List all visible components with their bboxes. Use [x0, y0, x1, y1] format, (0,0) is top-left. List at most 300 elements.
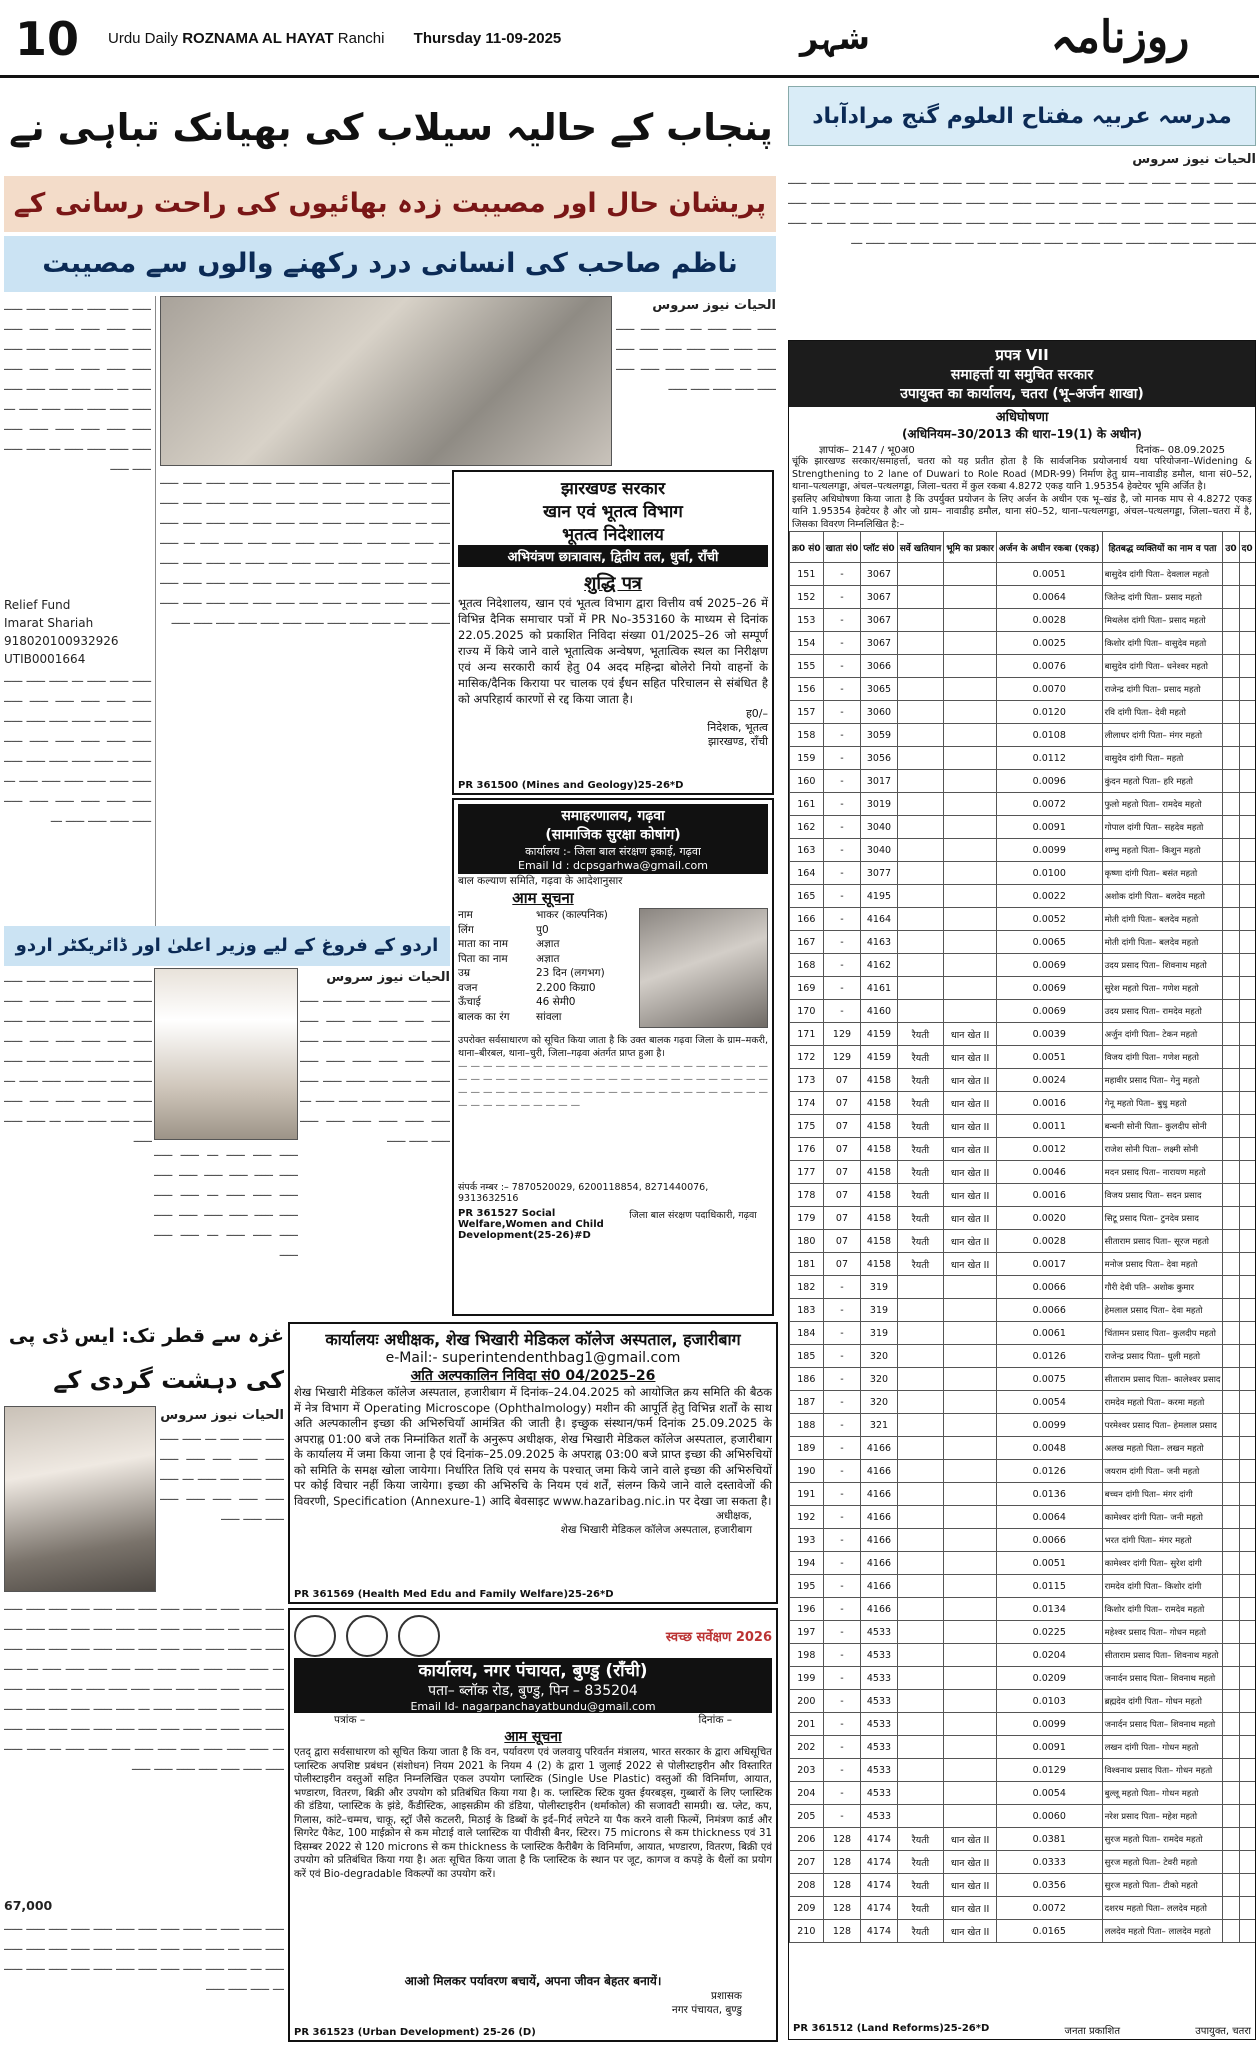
table-cell: सुरज महतो पिता– रामदेव महतो — [1102, 1828, 1223, 1851]
table-cell: ब्रह्मदेव दांगी पिता– गोधन महतो — [1102, 1690, 1223, 1713]
table-cell — [1239, 1782, 1255, 1805]
table-cell — [1223, 1230, 1239, 1253]
ad-social-note: उपरोक्त सर्वसाधारण को सूचित किया जाता है कि उक्त बालक गढ़वा जिला के ग्राम–मकरी, थाना–बीरबल, थाना–चुरी, जिला–गढ़वा अंतर्गत प्राप्त हुआ है। — [458, 1035, 768, 1059]
ad-bundu-body: एतद् द्वारा सर्वसाधारण को सूचित किया जाता है कि वन, पर्यावरण एवं जलवायु परिवर्तन मंत्रालय, भारत सरकार के द्वारा अधिसूचित प्लास्टिक अपशिष्ट प्रबंधन (संशोधन) नियम 2021 के नियम 4 (2) के द्वारा 1 जुलाई 2022 से पोलीस्टाइरीन और विस्तारित पोलीस्टाइरीन वस्तुओं सहित निम्नलिखित एकल उपयोग प्लास्टिक (Single Use Plastic) वस्तुओं की विनिर्माण, आयात, भण्डारण, वितरण, बिक्री और उपयोग को प्रतिबंधित किया गया है। क. प्लास्टिक स्टिक युक्त ईयरबड्स, गुब्बारों के लिए प्लास्टिक की डंडिया, प्लास्टिक के झंडे, कैंडीस्टिक, आइसक्रीम की डंडिया, पोलीस्टाइरीन (थर्माकोल) की सजावटी सामग्री। ख. प्लेट, कप, गिलास, कांटे–चम्मच, चाकू, स्ट्रॉ जैसे कटलरी, मिठाई के डिब्बों के इर्द–गिर्द लपेटने या पैक करने वाली फिल्में, निमंत्रण कार्ड और सिगरेट पैकेट, 100 माईक्रोन से कम मोटाई वाले प्लास्टिक या पीवीसी बैनर, स्टिरर। 75 microns से कम thickness एवं 31 दिसम्बर 2022 से 120 microns से कम thickness के प्लास्टिक कैरीबैग के विनिर्माण, आयात, भण्डारण, वितरण, बिक्री एवं उपयोग को प्रतिबंधित किया गया है। अतः सूचित किया जाता है कि प्लास्टिक के स्थान पर जूट, कागज व कपड़े के थैलों का प्रयोग करें एवं Bio-degradable विकल्पों का उपयोग करें। — [294, 1747, 772, 1880]
table-cell: 201 — [790, 1713, 824, 1736]
table-cell — [1223, 1115, 1239, 1138]
table-cell: 166 — [790, 908, 824, 931]
table-cell: - — [823, 1575, 861, 1598]
table-row — [790, 1644, 1257, 1667]
table-cell: 3067 — [861, 563, 897, 586]
table-cell: धान खेत II — [944, 1092, 997, 1115]
table-cell: - — [823, 1552, 861, 1575]
table-row — [790, 1529, 1257, 1552]
table-cell — [1223, 1644, 1239, 1667]
table-cell: धान खेत II — [944, 1897, 997, 1920]
table-cell: रैयती — [897, 1069, 944, 1092]
table-cell — [1255, 586, 1256, 609]
table-row — [790, 885, 1257, 908]
table-cell: 0.0099 — [996, 1414, 1102, 1437]
table-cell: - — [823, 1368, 861, 1391]
table-cell: 4195 — [861, 885, 897, 908]
table-cell: 4159 — [861, 1023, 897, 1046]
table-cell — [1223, 1713, 1239, 1736]
table-cell — [944, 1483, 997, 1506]
table-cell — [1223, 1851, 1239, 1874]
table-cell: - — [823, 1276, 861, 1299]
table-cell — [1223, 1690, 1239, 1713]
table-cell: 170 — [790, 1000, 824, 1023]
table-cell: 190 — [790, 1460, 824, 1483]
field-row — [458, 908, 635, 923]
ad-social-office: कार्यालय :- जिला बाल संरक्षण इकाई, गढ़वा — [525, 845, 701, 858]
table-cell: 198 — [790, 1644, 824, 1667]
table-cell — [897, 839, 944, 862]
table-cell — [944, 793, 997, 816]
table-cell — [1255, 885, 1256, 908]
table-cell — [944, 1805, 997, 1828]
field-row — [458, 995, 635, 1010]
ad-mines-corrigendum — [452, 470, 774, 795]
table-cell: 165 — [790, 885, 824, 908]
table-cell — [944, 1506, 997, 1529]
table-cell — [897, 862, 944, 885]
table-cell: 4174 — [861, 1897, 897, 1920]
table-cell — [1223, 1437, 1239, 1460]
table-row — [790, 1299, 1257, 1322]
table-cell — [944, 1414, 997, 1437]
table-cell — [1239, 1253, 1255, 1276]
land-pr: PR 361512 (Land Reforms)25-26*D — [793, 2023, 990, 2034]
table-cell — [1223, 1828, 1239, 1851]
table-cell — [1239, 770, 1255, 793]
table-cell: जितेन्द्र दांगी पिता– प्रसाद महतो — [1102, 586, 1223, 609]
table-cell: 3056 — [861, 747, 897, 770]
table-cell: 152 — [790, 586, 824, 609]
table-cell: - — [823, 563, 861, 586]
table-cell — [944, 1667, 997, 1690]
table-cell: - — [823, 977, 861, 1000]
table-cell: 4174 — [861, 1920, 897, 1943]
story3-headline-1: غزہ سے قطر تک: ایس ڈی پی — [8, 1325, 284, 1347]
table-cell — [1255, 1575, 1256, 1598]
table-cell — [1223, 1460, 1239, 1483]
table-cell: 4158 — [861, 1115, 897, 1138]
table-cell: 186 — [790, 1368, 824, 1391]
table-cell — [897, 1299, 944, 1322]
table-cell: 0.0048 — [996, 1437, 1102, 1460]
field-key: ऊँचाई — [458, 996, 481, 1008]
table-cell: 0.0108 — [996, 724, 1102, 747]
table-cell — [897, 1345, 944, 1368]
table-cell: धान खेत II — [944, 1920, 997, 1943]
land-footer-left: उपायुक्त, — [1195, 2026, 1230, 2037]
page-header — [0, 0, 1259, 78]
table-cell: 203 — [790, 1759, 824, 1782]
table-row — [790, 931, 1257, 954]
land-col-header: द0 — [1239, 532, 1255, 563]
table-cell — [1223, 1161, 1239, 1184]
land-notif: अधिघोषणा — [995, 410, 1049, 425]
ad-medical-title: कार्यालयः अधीक्षक, शेख भिखारी मेडिकल कॉलेज अस्पताल, हजारीबाग — [325, 1330, 741, 1349]
table-cell — [897, 563, 944, 586]
table-cell: - — [823, 1644, 861, 1667]
table-cell — [1223, 1621, 1239, 1644]
table-cell — [1223, 1069, 1239, 1092]
table-cell: नरेश प्रसाद पिता– महेश महतो — [1102, 1805, 1223, 1828]
land-memo: ज्ञापांक– 2147 / भू0अ0 — [819, 445, 915, 456]
ad-bundu-sign1: प्रशासक — [711, 1990, 742, 2002]
table-cell: 3077 — [861, 862, 897, 885]
masthead-logo: روزنامہ — [1050, 12, 1190, 63]
table-cell: 128 — [823, 1897, 861, 1920]
table-row — [790, 793, 1257, 816]
field-value: 46 सेमी0 — [536, 996, 576, 1008]
ad-social-signer: जिला बाल संरक्षण पदाधिकारी, गढ़वा — [629, 1210, 757, 1221]
table-cell: 178 — [790, 1184, 824, 1207]
table-cell: 206 — [790, 1828, 824, 1851]
table-cell — [897, 1529, 944, 1552]
land-intro2: इसलिए अधिघोषणा किया जाता है कि उपर्युक्त प्रयोजन के लिए अर्जन के अधीन एक भू–खंड है, जो मानक माप से 4.8272 एकड़ यानि 1.95354 हेक्टेयर है और जो ग्राम– नावाडीह डमौल, थाना सं0–52, थाना–पत्थलगड्डा, अंचल–पत्थलगड्डा, जिला–चतरा में है, जिसका विवरण निम्नलिखित है:– — [792, 493, 1252, 530]
table-cell — [1255, 563, 1256, 586]
table-cell: 3067 — [861, 609, 897, 632]
table-cell: 0.0129 — [996, 1759, 1102, 1782]
table-cell — [1239, 908, 1255, 931]
ad-bundu-email: Email Id- nagarpanchayatbundu@gmail.com — [410, 1700, 656, 1713]
table-cell: 320 — [861, 1368, 897, 1391]
table-cell: 3040 — [861, 816, 897, 839]
table-cell — [897, 1598, 944, 1621]
table-cell — [1255, 1598, 1256, 1621]
table-cell — [1239, 862, 1255, 885]
table-row — [790, 655, 1257, 678]
table-cell: 128 — [823, 1874, 861, 1897]
table-cell: 0.0025 — [996, 632, 1102, 655]
table-cell — [1239, 1368, 1255, 1391]
table-cell: 210 — [790, 1920, 824, 1943]
ad-medical-pr: PR 361569 (Health Med Edu and Family Welfare)25-26*D — [294, 1589, 614, 1600]
table-cell: 0.0209 — [996, 1667, 1102, 1690]
table-cell — [897, 1460, 944, 1483]
table-row — [790, 1782, 1257, 1805]
table-cell: 0.0099 — [996, 839, 1102, 862]
table-cell: - — [823, 885, 861, 908]
ad-medical-body: शेख भिखारी मेडिकल कॉलेज अस्पताल, हजारीबाग में दिनांक–24.04.2025 को आयोजित क्रय समिति की बैठक में नेत्र विभाग में Operating Microscope (Ophthalmology) मशीन की आपूर्ति हेतु विभिन्न शर्तों के साथ अति अल्पकालीन इच्छा की अभिरुचियाँ आमंत्रित की जाती है। इच्छुक संस्थान/फर्म दिनांक 25.09.2025 के अपराह्न 01:00 बजे तक निम्नांकित शर्तों के अनुरूप अधीक्षक, शेख भिखारी मेडिकल कॉलेज अस्पताल, हजारीबाग के कार्यालय में जमा किया जाना है एवं दिनांक–25.09.2025 के अपराह्न 03:00 बजे प्राप्त इच्छा की अभिरुचियों को समिति के समक्ष खोला जायेगा। निर्धारित तिथि एवं समय के पश्चात् जमा किये जाने वाले इच्छा की अभिरुचियों पर कोई विचार नहीं किया जायेगा। इच्छा की अभिरुचि के नियम एवं शर्तें, संलग्न किये जाने वाले दस्तावेजों की विवरणी, Specification (Annexure-1) आदि बेवसाइट www.hazaribag.nic.in पर देखा जा सकता है। — [294, 1385, 772, 1508]
table-cell: 4533 — [861, 1713, 897, 1736]
table-cell: 4162 — [861, 954, 897, 977]
table-cell — [1239, 747, 1255, 770]
table-cell: 181 — [790, 1253, 824, 1276]
table-cell — [1239, 1851, 1255, 1874]
ad-bundu-notice: आम सूचना — [504, 1729, 562, 1745]
table-cell: रैयती — [897, 1046, 944, 1069]
table-cell: - — [823, 1414, 861, 1437]
table-cell — [1255, 977, 1256, 1000]
table-cell — [1255, 1920, 1256, 1943]
table-cell — [1255, 1736, 1256, 1759]
table-cell: धान खेत II — [944, 1851, 997, 1874]
page-number: 10 — [14, 12, 79, 66]
land-col-header — [1255, 532, 1256, 563]
story3-column-right: الحیات نیوز سروس ـــــ ـــــ ـــــ ـــ ـــــ ـــــ ـــــ ـــــ ـــــ ـــــ ـــــ ـــــ ـــــ ـــــ ـــــ ـــ ـــــ ـــــ ـــــ ـــــ ـــــ ـــــ ـــــ ـــــ ـــــ — [160, 1408, 284, 1523]
table-cell — [944, 954, 997, 977]
ad-social-contact: संपर्क नम्बर :– 7870520029, 6200118854, 8271440076, 9313632516 — [458, 1182, 709, 1204]
table-cell — [1239, 1414, 1255, 1437]
table-cell: सुरेश महतो पिता– गणेश महतो — [1102, 977, 1223, 1000]
field-value: 23 दिन (लगभग) — [536, 967, 605, 979]
table-cell: 4533 — [861, 1805, 897, 1828]
table-cell: 3066 — [861, 655, 897, 678]
table-cell: 128 — [823, 1851, 861, 1874]
table-cell: 164 — [790, 862, 824, 885]
table-cell — [1239, 701, 1255, 724]
table-cell — [897, 1690, 944, 1713]
table-cell: 4158 — [861, 1069, 897, 1092]
table-cell: रैयती — [897, 1092, 944, 1115]
table-cell — [1255, 1759, 1256, 1782]
table-row — [790, 586, 1257, 609]
table-cell: विजय प्रसाद पिता– सदन प्रसाद — [1102, 1184, 1223, 1207]
table-cell: मिथलेश दांगी पिता– प्रसाद महतो — [1102, 609, 1223, 632]
table-cell — [1239, 1805, 1255, 1828]
table-cell — [897, 678, 944, 701]
right-story-body: الحیات نیوز سروس ـــــ ـــــ ـــــ ـــ ـــــ ـــــ ـــــ ـــــ ـــــ ـــــ ـــــ ـــــ ـــــ ـــــ ـــــ ـــ ـــــ ـــــ ـــــ ـــــ ـــــ ـــــ ـــــ ـــــ ـــــ ـــــ ـــــ ـــ ـــــ ـــــ ـــــ ـــــ ـــــ ـــــ ـــــ ـــــ ـــــ ـــــ ـــــ ـــ ـــــ ـــــ ـــــ ـــــ ـــــ ـــــ ـــــ ـــــ ـــــ ـــــ ـــ ـــــ ـــــ ـــــ ـــــ ـــــ ـــــ ـــــ ـــــ ـــــ ـــــ ـــ ـــــ ـــــ ـــــ ـــــ ـــــ ـــــ ـــــ ـــــ ـــــ ـــ ـــــ ـــــ ـــــ ـــــ ـــــ ـــــ ـــــ ـــــ ـــــ ـــ — [788, 152, 1256, 247]
table-row — [790, 724, 1257, 747]
table-cell — [1255, 908, 1256, 931]
table-cell: धान खेत II — [944, 1207, 997, 1230]
table-row — [790, 678, 1257, 701]
land-intro: चूंकि झारखण्ड सरकार/समाहर्त्ता, चतरा को यह प्रतीत होता है कि सार्वजनिक प्रयोजनार्थ यथा परियोजना–Widening & Strengthening to 2 lane of Duwari to Role Road (MDR-99) निर्माण हेतु ग्राम–नावाडीह डमौल, थाना सं0–52, थाना–पत्थलगड्डा, अंचल–पत्थलगड्डा, जिला–चतरा में कुल रकबा 4.8272 एकड़ यानि 1.95354 हेक्टेयर भूमि अर्जित है। — [792, 456, 1252, 492]
table-cell — [944, 1299, 997, 1322]
land-office: उपायुक्त का कार्यालय, चतरा (भू–अर्जन शाखा) — [900, 386, 1144, 402]
table-cell: बन्धनी सोनी पिता– कुलदीप सोनी — [1102, 1115, 1223, 1138]
table-row — [790, 1368, 1257, 1391]
story2-headline: اردو کے فروغ کے لیے وزیر اعلیٰ اور ڈائریکٹر اردو — [4, 926, 450, 966]
table-cell — [1255, 1529, 1256, 1552]
field-row — [458, 952, 635, 967]
table-cell: 0.0012 — [996, 1138, 1102, 1161]
table-cell — [944, 609, 997, 632]
table-cell — [897, 1667, 944, 1690]
table-row — [790, 1391, 1257, 1414]
table-cell — [1239, 1575, 1255, 1598]
ad-mines-dept3: भूतत्व निदेशालय — [562, 525, 664, 545]
table-cell: किशोर दांगी पिता– रामदेव महतो — [1102, 1598, 1223, 1621]
table-cell: 4158 — [861, 1138, 897, 1161]
table-cell: - — [823, 1529, 861, 1552]
table-cell — [1239, 1897, 1255, 1920]
table-cell: मोती दांगी पिता– बलदेव महतो — [1102, 931, 1223, 954]
table-cell — [1223, 1805, 1239, 1828]
table-row — [790, 770, 1257, 793]
table-cell: 4166 — [861, 1437, 897, 1460]
table-cell — [1255, 1161, 1256, 1184]
table-cell — [897, 1000, 944, 1023]
table-cell: बुल्लू महतो पिता– गोधन महतो — [1102, 1782, 1223, 1805]
table-cell: वासुदेव दांगी पिता– महतो — [1102, 747, 1223, 770]
table-cell: 4166 — [861, 1598, 897, 1621]
table-cell: धान खेत II — [944, 1828, 997, 1851]
table-cell: सीताराम प्रसाद पिता– सूरज महतो — [1102, 1230, 1223, 1253]
ad-medical-sign2: शेख भिखारी मेडिकल कॉलेज अस्पताल, हजारीबाग — [560, 1524, 752, 1536]
field-key: नाम — [458, 909, 473, 921]
table-cell — [1223, 1483, 1239, 1506]
table-cell: 0.0115 — [996, 1575, 1102, 1598]
field-value: सांवला — [536, 1010, 562, 1023]
table-cell — [944, 701, 997, 724]
table-cell — [1239, 931, 1255, 954]
table-cell: 0.0126 — [996, 1345, 1102, 1368]
table-cell: धान खेत II — [944, 1023, 997, 1046]
table-row — [790, 1345, 1257, 1368]
table-cell — [1223, 1299, 1239, 1322]
table-cell: लीलाधर दांगी पिता– मंगर महतो — [1102, 724, 1223, 747]
table-cell: 4159 — [861, 1046, 897, 1069]
table-cell: कृष्णा दांगी पिता– बसंत महतो — [1102, 862, 1223, 885]
table-cell — [1223, 1759, 1239, 1782]
field-row — [458, 937, 635, 952]
table-cell — [1239, 1115, 1255, 1138]
table-cell — [897, 1552, 944, 1575]
table-cell — [1223, 632, 1239, 655]
ad-mines-sign-c: झारखण्ड, राँची — [708, 735, 768, 748]
table-cell — [1239, 678, 1255, 701]
table-cell — [944, 747, 997, 770]
table-cell — [1239, 1874, 1255, 1897]
table-cell — [1223, 977, 1239, 1000]
table-cell: - — [823, 1460, 861, 1483]
table-cell — [897, 1276, 944, 1299]
table-cell — [1239, 839, 1255, 862]
table-cell — [1255, 1230, 1256, 1253]
table-cell — [1239, 655, 1255, 678]
table-cell: - — [823, 586, 861, 609]
table-cell — [944, 1690, 997, 1713]
table-cell: रैयती — [897, 1920, 944, 1943]
table-cell: 0.0381 — [996, 1828, 1102, 1851]
table-cell: 4174 — [861, 1851, 897, 1874]
table-cell — [1223, 1368, 1239, 1391]
table-cell: 160 — [790, 770, 824, 793]
emblem-icon — [294, 1615, 336, 1657]
infant-photo — [639, 908, 768, 1028]
table-cell: 195 — [790, 1575, 824, 1598]
table-cell: गेनू महतो पिता– बुधु महतो — [1102, 1092, 1223, 1115]
table-cell — [1239, 1483, 1255, 1506]
ad-bundu-dinank: दिनांक – — [698, 1714, 732, 1726]
table-cell: 205 — [790, 1805, 824, 1828]
land-col-header: क्र0 सं0 — [790, 532, 824, 563]
land-col-header: खाता सं0 — [823, 532, 861, 563]
table-cell: शम्भु महतो पिता– किशुन महतो — [1102, 839, 1223, 862]
table-cell: 07 — [823, 1069, 861, 1092]
table-cell: 3059 — [861, 724, 897, 747]
table-cell — [1239, 1276, 1255, 1299]
paper-type: Urdu Daily — [108, 30, 179, 47]
table-cell — [1223, 1138, 1239, 1161]
table-cell: 0.0091 — [996, 816, 1102, 839]
table-cell: धान खेत II — [944, 1184, 997, 1207]
table-cell: 196 — [790, 1598, 824, 1621]
table-cell: जनार्दन प्रसाद पिता– शिवनाथ महतो — [1102, 1667, 1223, 1690]
table-cell: 151 — [790, 563, 824, 586]
table-cell — [1239, 1552, 1255, 1575]
table-cell: 0.0046 — [996, 1161, 1102, 1184]
table-cell — [944, 1736, 997, 1759]
table-cell: उदय प्रसाद पिता– रामदेव महतो — [1102, 1000, 1223, 1023]
land-col-header: भूमि का प्रकार — [944, 532, 997, 563]
table-row — [790, 1759, 1257, 1782]
table-cell — [1255, 1345, 1256, 1368]
meeting-photo — [160, 296, 612, 466]
table-cell — [1239, 1046, 1255, 1069]
table-cell — [1239, 954, 1255, 977]
table-cell: 0.0075 — [996, 1368, 1102, 1391]
table-cell — [1255, 1460, 1256, 1483]
table-cell — [1239, 1000, 1255, 1023]
table-cell: 129 — [823, 1046, 861, 1069]
table-cell — [944, 586, 997, 609]
table-cell — [1255, 862, 1256, 885]
table-cell — [1223, 1391, 1239, 1414]
table-row — [790, 1667, 1257, 1690]
table-cell: 184 — [790, 1322, 824, 1345]
table-cell: 0.0076 — [996, 655, 1102, 678]
table-cell: 0.0039 — [996, 1023, 1102, 1046]
table-cell: - — [823, 701, 861, 724]
table-cell: 202 — [790, 1736, 824, 1759]
table-cell — [1255, 1690, 1256, 1713]
table-cell: कामेश्वर दांगी पिता– सुरेश दांगी — [1102, 1552, 1223, 1575]
table-cell — [1255, 1713, 1256, 1736]
table-cell: 199 — [790, 1667, 824, 1690]
table-cell: रैयती — [897, 1023, 944, 1046]
table-cell: 129 — [823, 1023, 861, 1046]
table-cell — [1239, 724, 1255, 747]
table-cell — [944, 1322, 997, 1345]
table-cell — [1239, 1092, 1255, 1115]
table-cell: दशरथ महतो पिता– ललदेव महतो — [1102, 1897, 1223, 1920]
table-cell — [1255, 1483, 1256, 1506]
ad-medical-tender — [288, 1322, 778, 1604]
table-row — [790, 862, 1257, 885]
table-cell — [944, 655, 997, 678]
table-cell — [944, 632, 997, 655]
land-footer-right: चतरा — [1232, 2026, 1251, 2037]
table-row — [790, 1069, 1257, 1092]
ad-social-sub: (सामाजिक सुरक्षा कोषांग) — [545, 827, 681, 843]
table-cell: 163 — [790, 839, 824, 862]
ad-medical-notice: अति अल्पकालिन निविदा सं0 04/2025–26 — [410, 1368, 656, 1384]
table-row — [790, 1621, 1257, 1644]
ad-mines-body: भूतत्व निदेशालय, खान एवं भूतत्व विभाग द्वारा वित्तीय वर्ष 2025–26 में विभिन्न दैनिक समाचार पत्रों में PR No-353160 के माध्यम से दिनांक 22.05.2025 को प्रकाशित निविदा संख्या 01/2025–26 जो सम्पूर्ण राज्य में किये जाने वाले भूतात्विक अन्वेषण, भूतात्विक स्थल का निरीक्षण एवं अन्य सरकारी कार्य हेतु 04 अदद महिन्द्रा बोलेरो नियो वाहनों के मासिक/दैनिक किराया पर चालक एवं ईंधन सहित परिचालन से संबंधित है को अपरिहार्य कारणों से रद्द किया जाता है। — [458, 596, 768, 706]
field-row — [458, 1010, 635, 1025]
table-cell: 193 — [790, 1529, 824, 1552]
table-cell — [1239, 1644, 1255, 1667]
table-cell — [1239, 1667, 1255, 1690]
table-cell: 128 — [823, 1828, 861, 1851]
table-cell: 07 — [823, 1161, 861, 1184]
table-cell: 204 — [790, 1782, 824, 1805]
story1-byline: الحیات نیوز سروس — [652, 298, 776, 313]
right-story-byline: الحیات نیوز سروس — [1132, 152, 1256, 167]
story3-body: ـــــ ـــــ ـــــ ـــ ـــــ ـــــ ـــــ ـــــ ـــــ ـــــ ـــــ ـــــ ـــــ ـــــ ـــــ ـــ ـــــ ـــــ ـــــ ـــــ ـــــ ـــــ ـــــ ـــــ ـــــ ـــــ ـــــ ـــ ـــــ ـــــ ـــــ ـــــ ـــــ ـــــ ـــــ ـــــ ـــــ ـــــ ـــــ ـــ ـــــ ـــــ ـــــ ـــــ ـــــ ـــــ ـــــ ـــــ ـــــ ـــــ ـــ ـــــ ـــــ ـــــ ـــــ ـــــ ـــــ ـــــ ـــــ ـــــ ـــــ ـــ ـــــ ـــــ ـــــ ـــــ ـــــ ـــــ ـــــ ـــــ ـــــ ـــ ـــــ ـــــ ـــــ ـــــ ـــــ ـــــ ـــــ ـــــ ـــــ ـــ ـــــ ـــــ ـــــ ـــــ ـــــ ـــــ ـــــ ـــــ ـــــ ـــ ـــــ ـــــ ـــــ ـــــ ـــــ ـــــ ـــــ ـــــ ـــــ ـــ ـــــ ـــــ ـــــ ـــــ ـــــ ـــــ ـــــ ـــــ ـــــ 67,000 ـــــ ـــــ ـــــ ـــ ـــــ ـــــ ـــــ ـــــ ـــــ ـــــ ـــــ ـــــ ـــــ ـــــ ـــــ ـــ ـــــ ـــــ ـــــ ـــــ ـــــ ـــــ ـــــ ـــــ ـــــ ـــــ ـــــ ـــ ـــــ ـــــ ـــــ ـــــ ـــــ ـــــ ـــــ ـــــ ـــــ ـــــ ـــــ ـــ ـــــ ـــــ ـــــ — [4, 1598, 284, 1993]
table-cell — [1255, 1276, 1256, 1299]
table-row — [790, 954, 1257, 977]
table-cell — [1223, 931, 1239, 954]
table-cell — [944, 885, 997, 908]
story3-byline: الحیات نیوز سروس — [160, 1408, 284, 1423]
